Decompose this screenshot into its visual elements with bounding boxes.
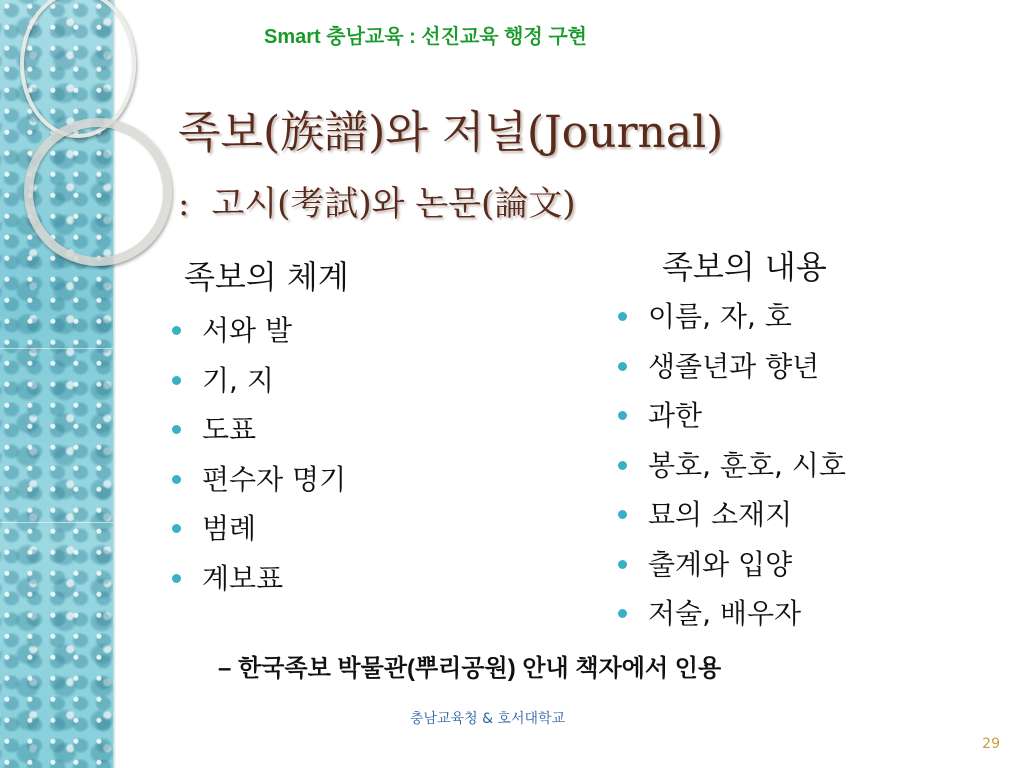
strip-divider [0, 348, 113, 349]
list-item-text: 범례 [202, 512, 257, 545]
list-item-text: 저술, 배우자 [648, 597, 802, 630]
list-item [618, 301, 846, 351]
list-item [618, 351, 846, 401]
list-item [618, 598, 846, 648]
right-bullet-list [618, 301, 846, 648]
left-column-heading: 족보의 체계 [184, 258, 349, 296]
list-item [618, 400, 846, 450]
page-number: 29 [982, 736, 1000, 752]
strip-divider [0, 522, 113, 523]
list-item [618, 549, 846, 599]
bullet-icon [172, 376, 181, 385]
list-item [172, 464, 346, 514]
footer-credit: 충남교육청 & 호서대학교 [410, 711, 566, 727]
list-item-text: 계보표 [202, 561, 284, 595]
list-item-text: 과한 [648, 399, 703, 432]
bullet-icon [618, 609, 627, 618]
bullet-icon [172, 524, 181, 533]
list-item [618, 499, 846, 549]
list-item-text: 묘의 소재지 [648, 498, 793, 531]
list-item-text: 봉호, 훈호, 시호 [648, 448, 846, 482]
bullet-icon [172, 425, 181, 434]
list-item [172, 414, 346, 464]
list-item [172, 315, 346, 365]
slide-subtitle [178, 176, 576, 225]
slide-title: 족보(族譜)와 저널(Journal) [178, 107, 724, 158]
right-column-heading: 족보의 내용 [662, 248, 827, 286]
list-item-text: 도표 [202, 413, 257, 446]
left-bullet-list [172, 315, 346, 612]
list-item-text: 생졸년과 향년 [648, 349, 820, 383]
list-item-text: 이름, 자, 호 [648, 300, 792, 333]
bullet-icon [618, 312, 627, 321]
bullet-icon [618, 510, 627, 519]
list-item [172, 365, 346, 415]
source-citation: – 한국족보 박물관(뿌리공원) 안내 책자에서 인용 [218, 655, 722, 682]
list-item [172, 513, 346, 563]
bullet-icon [618, 461, 627, 470]
bullet-icon [172, 326, 181, 335]
decorative-ring [20, 0, 136, 138]
list-item [618, 450, 846, 500]
bullet-icon [172, 475, 181, 484]
subtitle-text: 고시(考試)와 논문(論文) [211, 184, 576, 224]
list-item [172, 563, 346, 613]
list-item-text: 기, 지 [202, 363, 274, 397]
list-item-text: 편수자 명기 [202, 462, 347, 496]
list-item-text: 출계와 입양 [648, 547, 793, 581]
list-item-text: 서와 발 [202, 314, 293, 347]
bullet-icon [618, 362, 627, 371]
header-slogan: Smart 충남교육 : 선진교육 행정 구현 [264, 26, 587, 48]
subtitle-colon: : [178, 184, 190, 224]
decorative-ring [24, 118, 172, 266]
bullet-icon [618, 411, 627, 420]
bullet-icon [618, 560, 627, 569]
bullet-icon [172, 574, 181, 583]
